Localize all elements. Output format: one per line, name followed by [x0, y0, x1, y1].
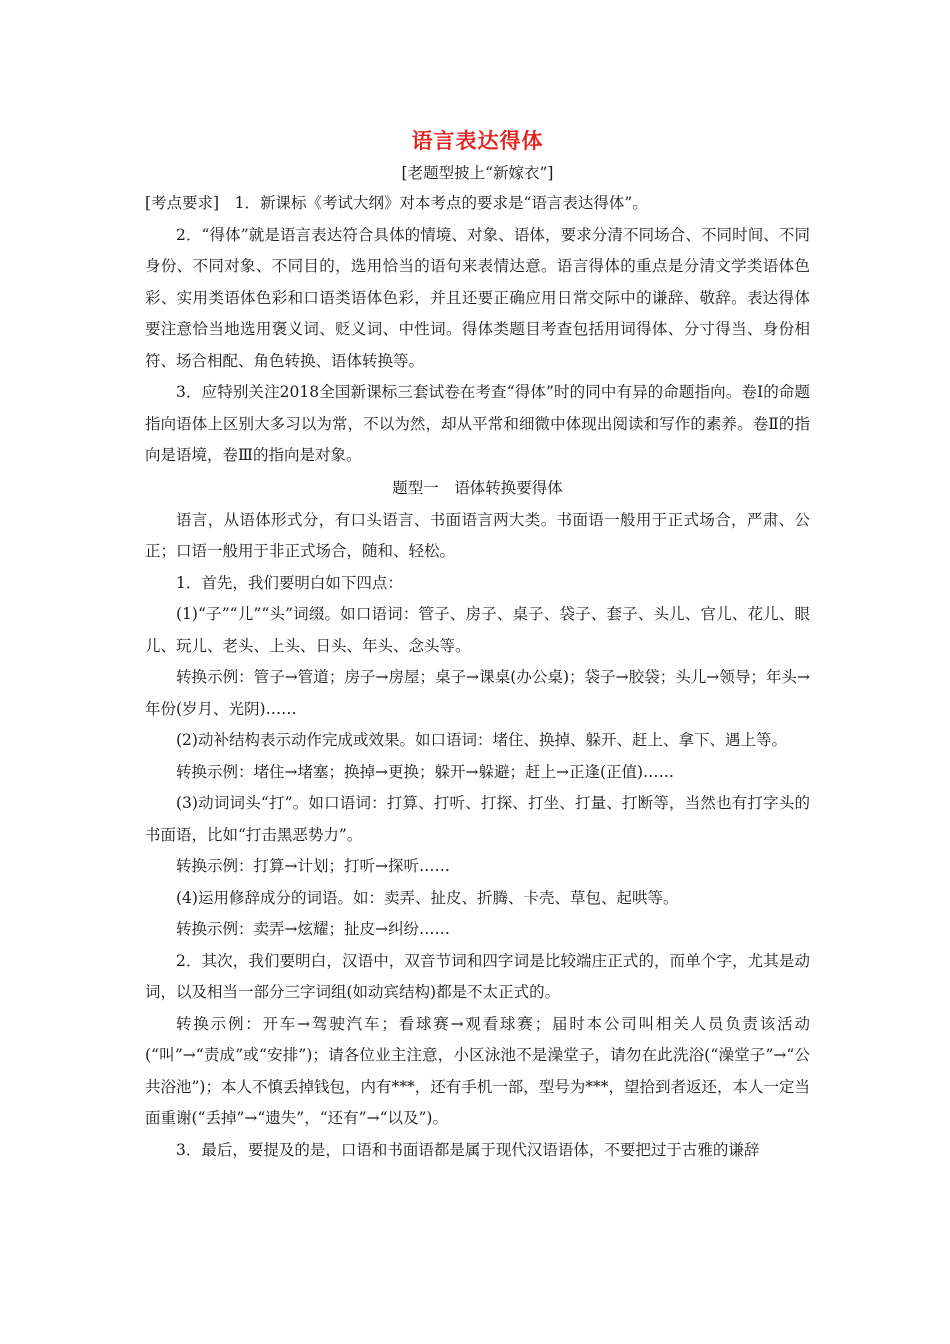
- document-title: 语言表达得体: [411, 128, 544, 153]
- body-paragraph-point-1: 1．首先，我们要明白如下四点：: [176, 573, 403, 592]
- body-paragraph-example-5: 转换示例：开车→驾驶汽车；看球赛→观看球赛；届时本公司叫相关人员负责该活动(“叫”→“责成”或“安排”)；请各位业主注意，小区泳池不是澡堂子，请勿在此洗浴(“澡堂子”→“公共浴池”)；本人不慎丢掉钱包，内有***，还有手机一部，型号为***，望拾到者返还，本人一定当面重谢(“丢掉”→“遗失”，“还有”→“以及”)。: [145, 1014, 810, 1127]
- section-heading: 题型一 语体转换要得体: [392, 478, 563, 497]
- body-paragraph-point-2: 2．其次，我们要明白，汉语中，双音节词和四字词是比较端庄正式的，而单个字，尤其是动词，以及相当一部分三字词组(如动宾结构)都是不太正式的。: [145, 951, 810, 1001]
- body-paragraph-verb-complement: (2)动补结构表示动作完成或效果。如口语词：堵住、换掉、躲开、赶上、拿下、遇上等。: [176, 731, 787, 749]
- exam-requirement-paragraph-1: [考点要求] 1．新课标《考试大纲》对本考点的要求是“语言表达得体”。: [145, 194, 648, 212]
- document-subtitle: [老题型披上“新嫁衣”]: [401, 164, 554, 182]
- body-paragraph-verb-prefix-da: (3)动词词头“打”。如口语词：打算、打听、打探、打坐、打量、打断等，当然也有打字头的书面语，比如“打击黑恶势力”。: [145, 794, 810, 844]
- body-paragraph-suffix-words: (1)“子”“儿”“头”词缀。如口语词：管子、房子、桌子、袋子、套子、头儿、官儿、花儿、眼儿、玩儿、老头、上头、日头、年头、念头等。: [145, 605, 810, 655]
- body-paragraph-example-3: 转换示例：打算→计划；打听→探听……: [176, 857, 450, 875]
- body-paragraph-example-2: 转换示例：堵住→堵塞；换掉→更换；躲开→躲避；赶上→正逢(正值)……: [176, 762, 675, 781]
- body-paragraph-intro: 语言，从语体形式分，有口头语言、书面语言两大类。书面语一般用于正式场合，严肃、公正；口语一般用于非正式场合，随和、轻松。: [145, 510, 810, 560]
- body-paragraph-point-3: 3．最后，要提及的是，口语和书面语都是属于现代汉语语体，不要把过于古雅的谦辞: [176, 1140, 760, 1159]
- body-paragraph-rhetoric-words: (4)运用修辞成分的词语。如：卖弄、扯皮、折腾、卡壳、草包、起哄等。: [176, 888, 679, 907]
- document-page: [145, 126, 810, 1166]
- body-paragraph-example-1: 转换示例：管子→管道；房子→房屋；桌子→课桌(办公桌)；袋子→胶袋；头儿→领导；年头→年份(岁月、光阴)……: [145, 668, 810, 718]
- body-paragraph-example-4: 转换示例：卖弄→炫耀；扯皮→纠纷……: [176, 920, 450, 938]
- exam-requirement-paragraph-2: 2．“得体”就是语言表达符合具体的情境、对象、语体，要求分清不同场合、不同时间、不同身份、不同对象、不同目的，选用恰当的语句来表情达意。语言得体的重点是分清文学类语体色彩、实用类语体色彩和口语类语体色彩，并且还要正确应用日常交际中的谦辞、敬辞。表达得体要注意恰当地选用褒义词、贬义词、中性词。得体类题目考查包括用词得体、分寸得当、身份相符、场合相配、角色转换、语体转换等。: [145, 225, 810, 370]
- exam-requirement-paragraph-3: 3．应特别关注2018全国新课标三套试卷在考查“得体”时的同中有异的命题指向。卷Ⅰ的命题指向语体上区别大多习以为常，不以为然，却从平常和细微中体现出阅读和写作的素养。卷Ⅱ的指向是语境，卷Ⅲ的指向是对象。: [145, 383, 810, 464]
